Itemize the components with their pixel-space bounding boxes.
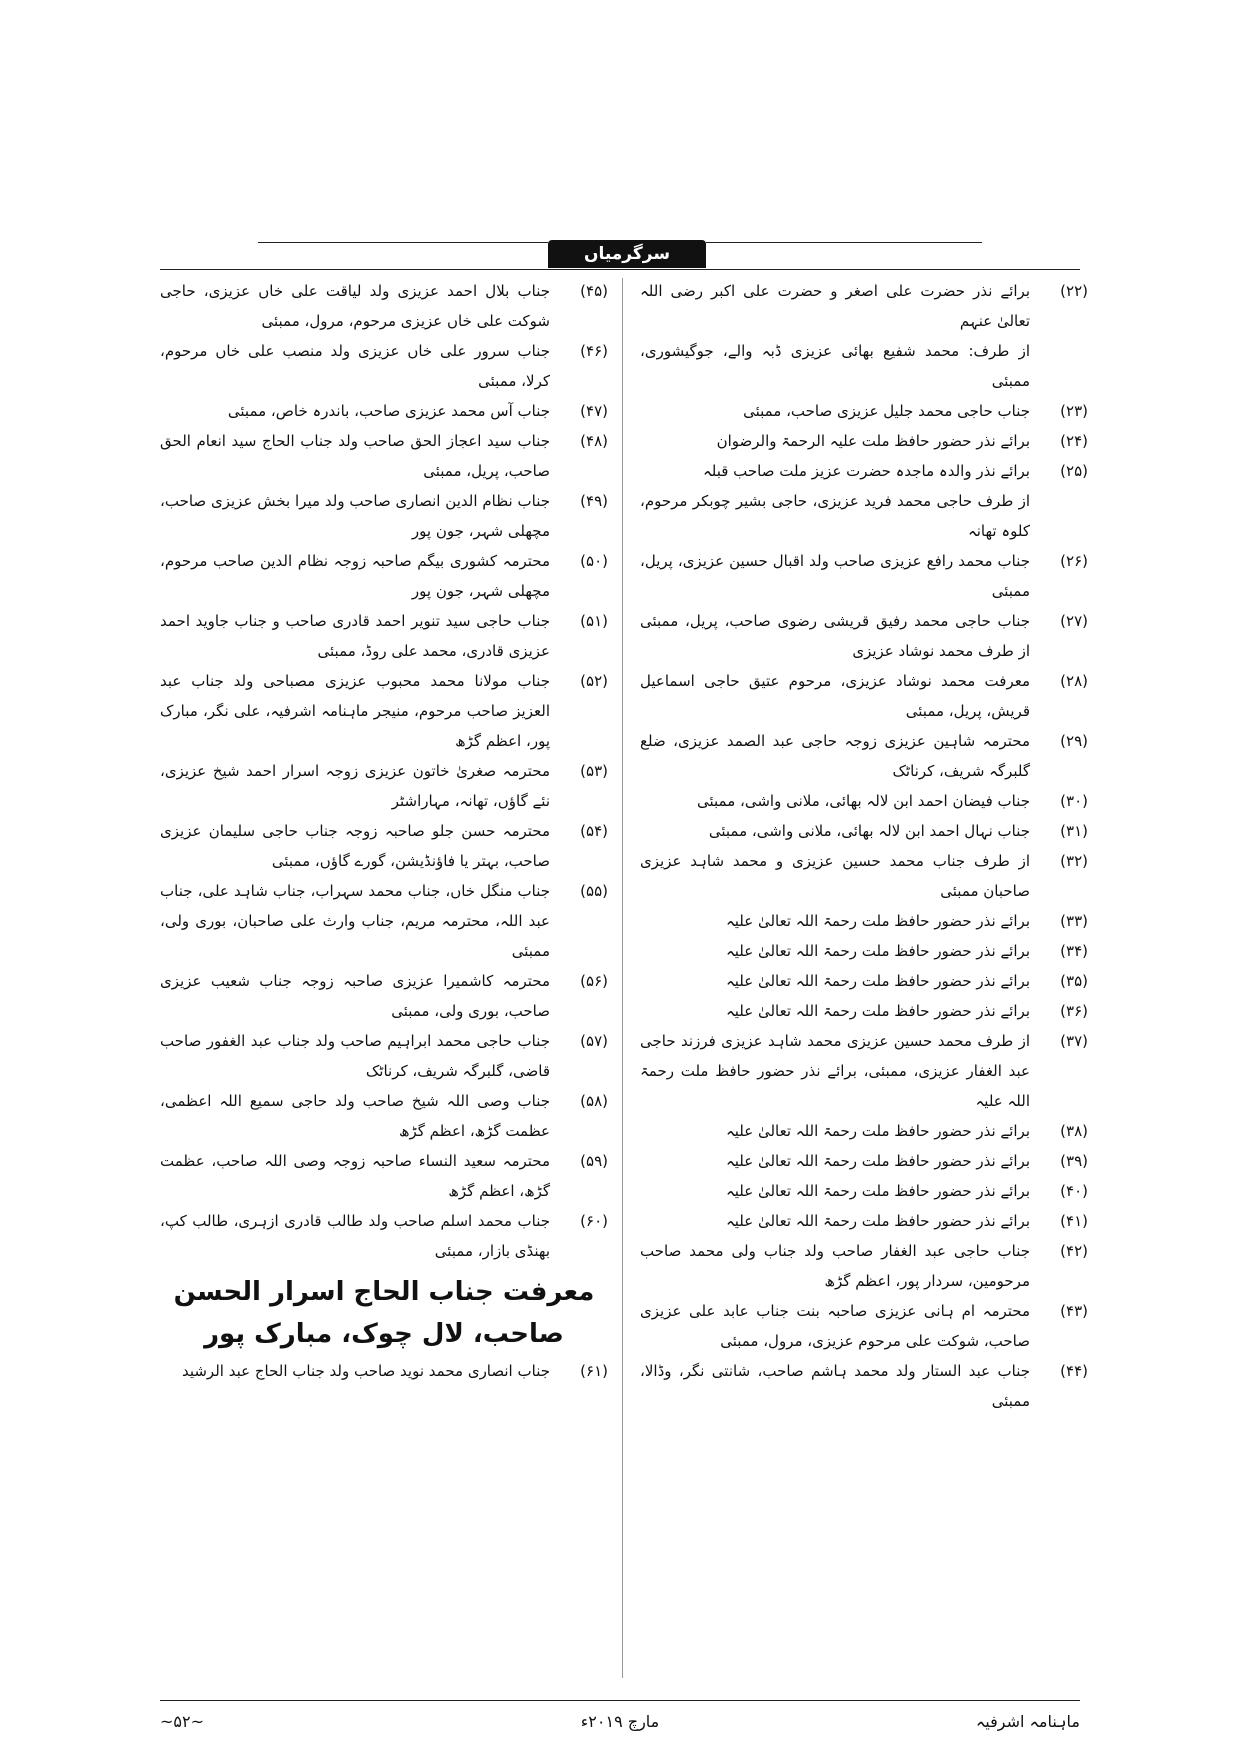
entry-text: برائے نذر حضور حافظ ملت رحمۃ اللہ تعالیٰ علیہ bbox=[725, 972, 1030, 990]
list-item bbox=[160, 486, 608, 546]
entry-number: (۲۶) bbox=[1060, 552, 1088, 570]
list-item bbox=[640, 1116, 1088, 1146]
entry-text: محترمہ صغریٰ خاتون عزیزی زوجہ اسرار احمد شیخ عزیزی، نئے گاؤں، تھانہ، مہاراشٹر bbox=[160, 762, 550, 810]
list-item bbox=[640, 546, 1088, 606]
entry-number: (۵۲) bbox=[580, 672, 608, 690]
list-item bbox=[640, 276, 1088, 336]
entry-number: (۲۸) bbox=[1060, 672, 1088, 690]
entry-number: (۲۹) bbox=[1060, 732, 1088, 750]
entry-number: (۳۵) bbox=[1060, 972, 1088, 990]
list-item bbox=[160, 1356, 608, 1386]
entry-text: محترمہ کشوری بیگم صاحبہ زوجہ نظام الدین صاحب مرحوم، مچھلی شہر، جون پور bbox=[160, 552, 550, 600]
list-item bbox=[640, 786, 1088, 816]
footer-date: مارچ ۲۰۱۹ء bbox=[580, 1712, 660, 1731]
entry-number: (۴۸) bbox=[580, 432, 608, 450]
entry-number: (۲۲) bbox=[1060, 282, 1088, 300]
list-item bbox=[640, 396, 1088, 426]
entry-text: معرفت محمد نوشاد عزیزی، مرحوم عتیق حاجی اسماعیل قریش، پریل، ممبئی bbox=[640, 672, 1030, 720]
entry-number: (۴۷) bbox=[580, 402, 608, 420]
list-item bbox=[640, 666, 1088, 726]
entry-number: (۵۷) bbox=[580, 1032, 608, 1050]
entry-number: (۵۹) bbox=[580, 1152, 608, 1170]
entry-text: جناب حاجی سید تنویر احمد قادری صاحب و جناب جاوید احمد عزیزی قادری، محمد علی روڈ، ممبئی bbox=[160, 612, 550, 660]
entry-text: از طرف: محمد شفیع بھائی عزیزی ڈبہ والے، جوگیشوری، ممبئی bbox=[640, 342, 1030, 390]
entry-number: (۳۹) bbox=[1060, 1152, 1088, 1170]
column-divider bbox=[622, 278, 623, 1678]
list-item bbox=[160, 1146, 608, 1206]
list-item bbox=[160, 336, 608, 396]
entry-number: (۳۷) bbox=[1060, 1032, 1088, 1050]
list-item bbox=[160, 666, 608, 756]
list-item bbox=[640, 996, 1088, 1026]
entry-text: جناب بلال احمد عزیزی ولد لیاقت علی خاں عزیزی، حاجی شوکت علی خاں عزیزی مرحوم، مرول، ممبئی bbox=[160, 282, 550, 330]
entry-number: (۳۰) bbox=[1060, 792, 1088, 810]
entry-text: محترمہ شاہین عزیزی زوجہ حاجی عبد الصمد عزیزی، ضلع گلبرگہ شریف، کرناٹک bbox=[640, 732, 1030, 780]
list-item bbox=[640, 906, 1088, 936]
entry-number: (۵۸) bbox=[580, 1092, 608, 1110]
list-item bbox=[640, 966, 1088, 996]
entry-number: (۵۰) bbox=[580, 552, 608, 570]
list-item bbox=[640, 1026, 1088, 1116]
entry-text: جناب محمد رافع عزیزی صاحب ولد اقبال حسین عزیزی، پریل، ممبئی bbox=[640, 552, 1030, 600]
header-rule-right bbox=[706, 242, 982, 243]
entry-number: (۶۰) bbox=[580, 1212, 608, 1230]
entry-number: (۴۰) bbox=[1060, 1182, 1088, 1200]
list-item bbox=[640, 816, 1088, 846]
header-rule-bottom bbox=[160, 269, 1080, 270]
entry-text: جناب سید اعجاز الحق صاحب ولد جناب الحاج سید انعام الحق صاحب، پریل، ممبئی bbox=[160, 432, 550, 480]
entry-number: (۳۴) bbox=[1060, 942, 1088, 960]
entry-text: محترمہ کاشمیرا عزیزی صاحبہ زوجہ جناب شعیب عزیزی صاحب، بوری ولی، ممبئی bbox=[160, 972, 550, 1020]
header-rule-left bbox=[258, 242, 548, 243]
list-item bbox=[640, 936, 1088, 966]
list-item bbox=[640, 726, 1088, 786]
entry-number: (۳۲) bbox=[1060, 852, 1088, 870]
entry-text: برائے نذر حضور حافظ ملت رحمۃ اللہ تعالیٰ علیہ bbox=[725, 1002, 1030, 1020]
entry-number: (۴۴) bbox=[1060, 1362, 1088, 1380]
list-item bbox=[160, 1206, 608, 1266]
list-item bbox=[640, 1206, 1088, 1236]
entry-text: برائے نذر حضور حافظ ملت رحمۃ اللہ تعالیٰ علیہ bbox=[725, 1152, 1030, 1170]
list-item bbox=[160, 546, 608, 606]
list-item bbox=[160, 1086, 608, 1146]
entry-number: (۴۲) bbox=[1060, 1242, 1088, 1260]
entry-number: (۳۳) bbox=[1060, 912, 1088, 930]
entry-number: (۲۴) bbox=[1060, 432, 1088, 450]
entry-text: جناب وصی اللہ شیخ صاحب ولد حاجی سمیع اللہ اعظمی، عظمت گڑھ، اعظم گڑھ bbox=[160, 1092, 550, 1140]
entry-number: (۲۷) bbox=[1060, 612, 1088, 630]
entry-number: (۴۹) bbox=[580, 492, 608, 510]
list-item bbox=[160, 1026, 608, 1086]
list-item bbox=[640, 456, 1088, 486]
entry-text: از طرف جناب محمد حسین عزیزی و محمد شاہد عزیزی صاحبان ممبئی bbox=[640, 852, 1030, 900]
entry-text: محترمہ ام ہانی عزیزی صاحبہ بنت جناب عابد علی عزیزی صاحب، شوکت علی مرحوم عزیزی، مرول، ممبئی bbox=[640, 1302, 1030, 1350]
list-item bbox=[160, 966, 608, 1026]
entry-text: محترمہ حسن جلو صاحبہ زوجہ جناب حاجی سلیمان عزیزی صاحب، بہتر یا فاؤنڈیشن، گورے گاؤں، ممبئی bbox=[160, 822, 550, 870]
entry-text: جناب حاجی محمد رفیق قریشی رضوی صاحب، پریل، ممبئی از طرف محمد نوشاد عزیزی bbox=[640, 612, 1030, 660]
entry-number: (۵۱) bbox=[580, 612, 608, 630]
entry-text: جناب آس محمد عزیزی صاحب، باندرہ خاص، ممبئی bbox=[227, 402, 550, 420]
list-item bbox=[160, 756, 608, 816]
entry-text: برائے نذر حضور حافظ ملت رحمۃ اللہ تعالیٰ علیہ bbox=[725, 942, 1030, 960]
list-item bbox=[640, 1176, 1088, 1206]
list-item bbox=[160, 816, 608, 876]
entry-number: (۳۸) bbox=[1060, 1122, 1088, 1140]
left-column bbox=[160, 276, 608, 1386]
list-item bbox=[640, 1236, 1088, 1296]
list-item bbox=[640, 606, 1088, 666]
entry-text: جناب حاجی عبد الغفار صاحب ولد جناب ولی محمد صاحب مرحومین، سردار پور، اعظم گڑھ bbox=[640, 1242, 1030, 1290]
list-item bbox=[640, 1296, 1088, 1356]
entry-number: (۲۳) bbox=[1060, 402, 1088, 420]
entry-number: (۵۵) bbox=[580, 882, 608, 900]
list-item bbox=[160, 276, 608, 336]
list-item bbox=[640, 336, 1088, 396]
entry-text: محترمہ سعید النساء صاحبہ زوجہ وصی اللہ صاحب، عظمت گڑھ، اعظم گڑھ bbox=[160, 1152, 550, 1200]
footer-magazine-name: ماہنامہ اشرفیہ bbox=[975, 1712, 1080, 1731]
entry-number: (۳۱) bbox=[1060, 822, 1088, 840]
list-item bbox=[640, 1356, 1088, 1416]
entry-text: برائے نذر حضور حافظ ملت رحمۃ اللہ تعالیٰ علیہ bbox=[725, 1212, 1030, 1230]
entry-text: برائے نذر حضور حافظ ملت رحمۃ اللہ تعالیٰ علیہ bbox=[725, 1182, 1030, 1200]
list-item bbox=[640, 426, 1088, 456]
entry-number: (۴۱) bbox=[1060, 1212, 1088, 1230]
entry-number: (۵۳) bbox=[580, 762, 608, 780]
entry-text: جناب حاجی محمد ابراہیم صاحب ولد جناب عبد الغفور صاحب قاضی، گلبرگہ شریف، کرناٹک bbox=[160, 1032, 550, 1080]
entry-text: برائے نذر حضور حافظ ملت علیہ الرحمۃ والرضوان bbox=[716, 432, 1030, 450]
footer-rule bbox=[160, 1700, 1080, 1701]
entry-text: از طرف حاجی محمد فرید عزیزی، حاجی بشیر چوبکر مرحوم، کلوہ تھانہ bbox=[640, 492, 1030, 540]
entry-text: برائے نذر حضرت علی اصغر و حضرت علی اکبر رضی اللہ تعالیٰ عنہم bbox=[640, 282, 1030, 330]
list-item bbox=[160, 396, 608, 426]
entry-text: جناب منگل خاں، جناب محمد سہراب، جناب شاہد علی، جناب عبد اللہ، محترمہ مریم، جناب وارث علی صاحبان، بوری ولی، ممبئی bbox=[160, 882, 550, 960]
entry-number: (۴۶) bbox=[580, 342, 608, 360]
list-item bbox=[640, 846, 1088, 906]
entry-text: برائے نذر حضور حافظ ملت رحمۃ اللہ تعالیٰ علیہ bbox=[725, 1122, 1030, 1140]
entry-text: جناب حاجی محمد جلیل عزیزی صاحب، ممبئی bbox=[743, 402, 1030, 420]
right-column bbox=[640, 276, 1088, 1416]
entry-number: (۶۱) bbox=[580, 1362, 608, 1380]
list-item bbox=[160, 606, 608, 666]
entry-text: جناب سرور علی خاں عزیزی ولد منصب علی خاں مرحوم، کرلا، ممبئی bbox=[160, 342, 550, 390]
entry-text: جناب فیضان احمد ابن لالہ بھائی، ملانی واشی، ممبئی bbox=[696, 792, 1030, 810]
section-heading-line1: معرفت جناب الحاج اسرار الحسن bbox=[173, 1277, 595, 1307]
entry-text: جناب مولانا محمد محبوب عزیزی مصباحی ولد جناب عبد العزیز صاحب مرحوم، منیجر ماہنامہ اشرفیہ، علی نگر، مبارک پور، اعظم گڑھ bbox=[160, 672, 550, 750]
footer-page-number: ~۵۲~ bbox=[160, 1712, 204, 1731]
section-heading-line2: صاحب، لال چوک، مبارک پور bbox=[204, 1319, 564, 1349]
entry-text: برائے نذر حضور حافظ ملت رحمۃ اللہ تعالیٰ علیہ bbox=[725, 912, 1030, 930]
list-item bbox=[640, 486, 1088, 546]
entry-text: جناب نہال احمد ابن لالہ بھائی، ملانی واشی، ممبئی bbox=[708, 822, 1030, 840]
section-title: سرگرمیاں bbox=[548, 240, 706, 268]
entry-number: (۴۵) bbox=[580, 282, 608, 300]
left-entries bbox=[160, 276, 608, 1266]
entry-number: (۲۵) bbox=[1060, 462, 1088, 480]
entry-number: (۳۶) bbox=[1060, 1002, 1088, 1020]
list-item bbox=[160, 876, 608, 966]
entry-text: جناب عبد الستار ولد محمد ہاشم صاحب، شانتی نگر، وڈالا، ممبئی bbox=[640, 1362, 1030, 1410]
list-item bbox=[640, 1146, 1088, 1176]
entry-text: جناب نظام الدین انصاری صاحب ولد میرا بخش عزیزی صاحب، مچھلی شہر، جون پور bbox=[160, 492, 550, 540]
entry-text: جناب انصاری محمد نوید صاحب ولد جناب الحاج عبد الرشید bbox=[181, 1362, 550, 1380]
entry-text: برائے نذر والدہ ماجدہ حضرت عزیز ملت صاحب قبلہ bbox=[702, 462, 1030, 480]
entry-number: (۵۴) bbox=[580, 822, 608, 840]
entry-text: از طرف محمد حسین عزیزی محمد شاہد عزیزی فرزند حاجی عبد الغفار عزیزی، ممبئی، برائے نذر حضور حافظ ملت رحمۃ اللہ علیہ bbox=[640, 1032, 1030, 1110]
entry-number: (۴۳) bbox=[1060, 1302, 1088, 1320]
entry-number: (۵۶) bbox=[580, 972, 608, 990]
list-item bbox=[160, 426, 608, 486]
entry-text: جناب محمد اسلم صاحب ولد طالب قادری ازہری، طالب کپ، بھنڈی بازار، ممبئی bbox=[160, 1212, 550, 1260]
